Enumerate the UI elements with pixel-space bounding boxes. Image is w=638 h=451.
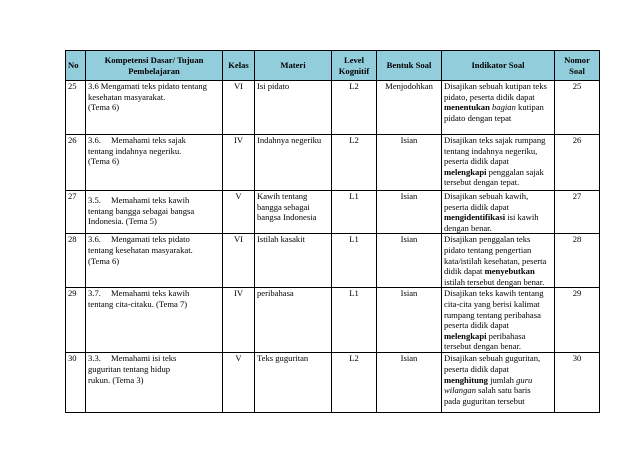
indikator-text: pada guguritan tersebut [444, 395, 525, 406]
cell-indikator [442, 288, 555, 353]
header-nomor-line2: Soal [569, 65, 585, 76]
materi-line: Isi pidato [257, 81, 290, 91]
indikator-line [444, 113, 552, 124]
cell-kelas: V [223, 191, 255, 234]
cell-indikator [442, 234, 555, 288]
kompetensi-number: 3.6. [88, 234, 101, 245]
indikator-text: istilah tersebut dengan benar. [444, 276, 545, 287]
header-level-line1: Level [343, 54, 365, 65]
table-row [66, 191, 600, 234]
indikator-keyword: menentukan [444, 102, 490, 113]
cell-kompetensi [86, 288, 223, 353]
indikator-text: Disajikan teks kawih tentang [444, 288, 544, 299]
header-nomor-soal [555, 51, 600, 81]
cell-bentuk-soal: Isian [377, 288, 442, 353]
cell-indikator [442, 135, 555, 191]
kompetensi-line: (Tema 6) [88, 102, 120, 113]
indikator-text: tersebut dengan tepat. [444, 177, 520, 188]
cell-level: L2 [332, 135, 377, 191]
kompetensi-number: 3.3. [88, 353, 101, 364]
indikator-term: bagian [492, 102, 516, 113]
indikator-line [444, 146, 552, 157]
cell-materi [255, 234, 332, 288]
table-row [66, 81, 600, 135]
indikator-text: Disajikan teks sajak rumpang [444, 135, 546, 145]
indikator-text: cita-cita yang berisi kalimat [444, 298, 540, 309]
indikator-line [444, 167, 552, 178]
kompetensi-first-line [88, 81, 220, 92]
kompetensi-first-line [88, 234, 220, 245]
indikator-term: wilangan [444, 385, 476, 396]
header-level-line2: Kognitif [338, 65, 370, 76]
indikator-text: Disajikan sebuah kutipan teks [444, 81, 547, 91]
kompetensi-text: Memahami teks kawih [111, 195, 190, 205]
cell-materi [255, 135, 332, 191]
indikator-text: jumlah [487, 374, 517, 385]
indikator-line [444, 156, 552, 167]
cell-no: 26 [66, 135, 86, 191]
cell-nomor-soal: 27 [555, 191, 600, 234]
indikator-line [444, 331, 552, 342]
cell-no: 30 [66, 353, 86, 413]
cell-kelas: VI [223, 81, 255, 135]
table-body [66, 81, 600, 413]
cell-nomor-soal: 28 [555, 234, 600, 288]
indikator-line [444, 341, 552, 352]
indikator-line [444, 256, 552, 267]
cell-materi [255, 353, 332, 413]
indikator-line [444, 320, 552, 331]
kompetensi-line: kesehatan masyarakat. [88, 91, 166, 102]
header-no: No [66, 51, 86, 81]
kompetensi-text: Memahami teks sajak [111, 135, 186, 145]
header-kompetensi-line1: Kompetensi Dasar/ Tujuan [104, 54, 204, 65]
indikator-line [444, 212, 552, 223]
indikator-line [444, 375, 552, 386]
indikator-line [444, 288, 552, 299]
indikator-line [444, 92, 552, 103]
kompetensi-first-line [88, 135, 220, 146]
indikator-line [444, 266, 552, 277]
document-page [65, 50, 600, 413]
indikator-text: peribahasa [486, 330, 526, 341]
kompetensi-first-line [88, 353, 220, 364]
indikator-line [444, 385, 552, 396]
kompetensi-first-line [88, 195, 220, 206]
table-row [66, 135, 600, 191]
indikator-text: peserta didik dapat [444, 320, 509, 331]
header-indikator-soal: Indikator Soal [442, 51, 555, 81]
indikator-keyword: melengkapi [444, 166, 487, 177]
indikator-line [444, 245, 552, 256]
indikator-text: kata/istilah kesehatan, peserta [444, 255, 547, 266]
header-level [332, 51, 377, 81]
header-kompetensi [86, 51, 223, 81]
kompetensi-number: 3.6 [88, 81, 99, 91]
cell-kompetensi [86, 353, 223, 413]
cell-materi [255, 81, 332, 135]
indikator-text: penggalan sajak [486, 166, 544, 177]
indikator-text: pidato, peserta didik dapat [444, 91, 535, 102]
header-nomor-line1: Nomor [564, 54, 590, 65]
cell-no: 27 [66, 191, 86, 234]
header-kelas: Kelas [223, 51, 255, 81]
cell-materi [255, 288, 332, 353]
indikator-text: pidato dengan tepat [444, 112, 512, 123]
materi-line: Teks guguritan [257, 353, 309, 364]
header-kompetensi-line2: Pembelajaran [128, 65, 180, 76]
materi-line: Indahnya negeriku [257, 135, 322, 145]
table-row [66, 288, 600, 353]
indikator-line [444, 223, 552, 234]
materi-line: Istilah kasakit [257, 234, 305, 245]
header-materi: Materi [255, 51, 332, 81]
cell-nomor-soal: 26 [555, 135, 600, 191]
cell-bentuk-soal: Menjodohkan [377, 81, 442, 135]
cell-kelas: IV [223, 135, 255, 191]
kompetensi-number: 3.5. [88, 195, 101, 205]
cell-materi [255, 191, 332, 234]
cell-level: L1 [332, 191, 377, 234]
kompetensi-line: guguritan tentang hidup [88, 363, 171, 374]
kompetensi-text: Mengamati teks pidato tentang [100, 81, 207, 91]
table-row [66, 353, 600, 413]
header-bentuk-soal: Bentuk Soal [377, 51, 442, 81]
indikator-text: Disajikan penggalan teks [444, 234, 531, 245]
cell-nomor-soal: 30 [555, 353, 600, 413]
indikator-text: Disajikan sebuah kawih, [444, 191, 529, 201]
cell-indikator [442, 81, 555, 135]
cell-nomor-soal: 29 [555, 288, 600, 353]
cell-bentuk-soal: Isian [377, 234, 442, 288]
cell-kelas: V [223, 353, 255, 413]
cell-level: L1 [332, 234, 377, 288]
kompetensi-line: Indonesia. (Tema 5) [88, 216, 157, 227]
cell-bentuk-soal: Isian [377, 353, 442, 413]
kompetensi-line: tentang cita-citaku. (Tema 7) [88, 298, 188, 309]
kompetensi-line: tentang bangga sebagai bangsa [88, 205, 195, 216]
indikator-line [444, 177, 552, 188]
cell-no: 28 [66, 234, 86, 288]
kisi-kisi-table [65, 50, 600, 413]
cell-kompetensi [86, 191, 223, 234]
indikator-text: didik dapat [444, 266, 485, 277]
cell-no: 29 [66, 288, 86, 353]
kompetensi-line: tentang indahnya negeriku. [88, 145, 182, 156]
kompetensi-line: (Tema 6) [88, 255, 120, 266]
indikator-text: Disajikan sebuah guguritan, [444, 353, 541, 364]
cell-level: L1 [332, 288, 377, 353]
kompetensi-line: tentang kesehatan masyarakat. [88, 244, 193, 255]
cell-no: 25 [66, 81, 86, 135]
indikator-text: tentang indahnya negeriku, [444, 145, 538, 156]
indikator-text: peserta didik dapat [444, 363, 509, 374]
indikator-line [444, 202, 552, 213]
kompetensi-text: Memahami isi teks [111, 353, 177, 364]
indikator-text: peserta didik dapat [444, 201, 509, 212]
kompetensi-number: 3.7. [88, 288, 101, 299]
cell-kompetensi [86, 234, 223, 288]
indikator-keyword: melengkapi [444, 330, 487, 341]
kompetensi-number: 3.6. [88, 135, 101, 145]
kompetensi-line: rukun. (Tema 3) [88, 374, 144, 385]
indikator-text: peserta didik dapat [444, 156, 509, 167]
kompetensi-line: (Tema 6) [88, 156, 120, 167]
indikator-line [444, 234, 552, 245]
cell-bentuk-soal: Isian [377, 191, 442, 234]
materi-line: Kawih tentang [257, 191, 308, 201]
header-row [66, 51, 600, 81]
cell-kompetensi [86, 135, 223, 191]
indikator-text: salah satu baris [476, 385, 531, 396]
indikator-line [444, 353, 552, 364]
indikator-keyword: menyebutkan [484, 266, 535, 277]
indikator-line [444, 135, 552, 146]
materi-line: bangsa Indonesia [257, 212, 317, 223]
indikator-text: tersebut dengan benar. [444, 341, 522, 352]
kompetensi-first-line [88, 288, 220, 299]
kompetensi-text: Mengamati teks pidato [111, 234, 190, 245]
cell-kompetensi [86, 81, 223, 135]
indikator-text: kutipan [515, 102, 544, 113]
materi-line: bangga sebagai [257, 201, 310, 212]
cell-kelas: IV [223, 288, 255, 353]
cell-indikator [442, 191, 555, 234]
indikator-term: guru [516, 374, 533, 385]
cell-level: L2 [332, 81, 377, 135]
table-row [66, 234, 600, 288]
indikator-line [444, 81, 552, 92]
indikator-line [444, 102, 552, 113]
indikator-line [444, 396, 552, 407]
indikator-line [444, 299, 552, 310]
indikator-text: dengan benar. [444, 222, 492, 233]
indikator-keyword: mengidentifikasi [444, 212, 506, 223]
cell-level: L2 [332, 353, 377, 413]
kompetensi-text: Memahami teks kawih [111, 288, 190, 299]
materi-line: peribahasa [257, 288, 294, 299]
indikator-line [444, 191, 552, 202]
indikator-text: rumpang tentang peribahasa [444, 309, 541, 320]
indikator-text: pidato tentang pengertian [444, 244, 532, 255]
cell-indikator [442, 353, 555, 413]
indikator-line [444, 364, 552, 375]
cell-kelas: VI [223, 234, 255, 288]
indikator-keyword: menghitung [444, 374, 488, 385]
cell-nomor-soal: 25 [555, 81, 600, 135]
indikator-text: isi kawih [505, 212, 539, 223]
indikator-line [444, 310, 552, 321]
cell-bentuk-soal: Isian [377, 135, 442, 191]
indikator-line [444, 277, 552, 288]
